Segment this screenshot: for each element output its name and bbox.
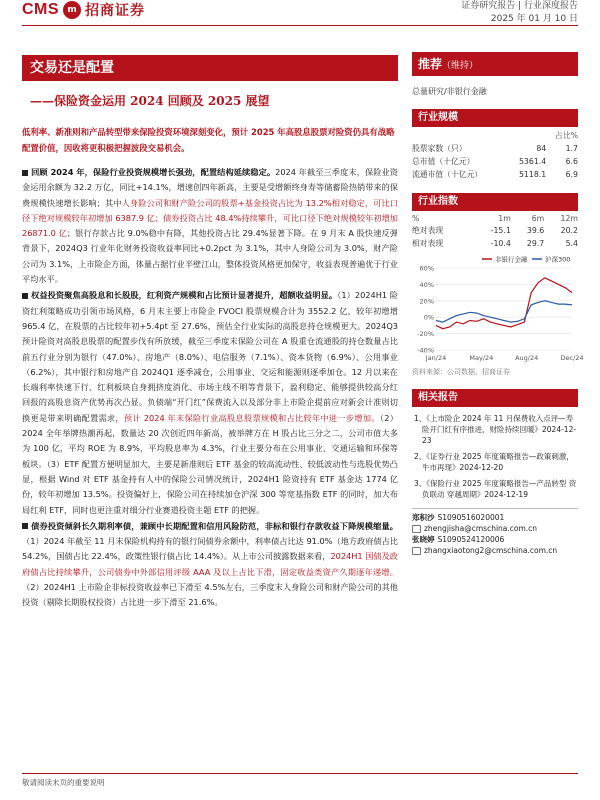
p1-highlight: 人身险公司和财产险公司的股票+基金投资占比为 13.2%相对稳定，可比口径下绝对规模较年初增加 6387.9 亿；债券投资占比 48.4%持续攀升，可比口径下绝对规模较年初增加 26871.0 亿 [22,197,398,239]
chart-ytick-label: 20% [419,297,434,306]
bullet-icon [22,523,28,529]
cms-logo [22,0,145,20]
p2-text-b: （2）2024 全年举牌热潮再起，数量达 20 次创近四年新高，被举牌方在 H 股占比三分之二，公司市值大多为 100 亿，平均 ROE 为 8.9%，平均股息率为 4.3%，行业主要分布在公用事业、交通运输和环保等板块。（3）ETF 配置方便明显加大，主要是新准则后 ETF 基金的较高流动性、较低波动性与选股优势凸显，根据 Wind 对 ETF 基金持有人中的保险公司情况统计，2024H1 险资持有 ETF 基金达 1774 亿份，较年初增加 13.5%。投资偏好上，保险公司在持续加仓沪深 300 等宽基指数 ETF 的同时，加大布局红利 ETF，同时也更注重对细分行业赛道投资主题 ETF 的把握。 [22,412,398,515]
p3-text-b: （2）2024H1 上市险企非标投资收益率已下滑至 4.5%左右，三季度末人身险公司和财产险公司的其他投资（剔除长期股权投资）占比进一步下滑至 21.6%。 [22,582,398,608]
index-value: 5.4 [565,239,578,248]
scale-pct: 6.9 [565,170,578,179]
logo-mark-icon: m [63,1,81,19]
analyst-email-row [412,523,578,534]
rating-sub: （维持） [442,61,479,71]
index-label: 相对表现 [412,239,444,248]
chart-source: 资料来源：公司数据、招商证券 [412,368,510,376]
table-header-row [412,213,578,224]
analyst-id: S1090524120006 [437,535,505,544]
email-icon [412,525,421,533]
index-col: 6m [531,214,545,223]
chart-ytick-label: -40% [417,346,434,355]
paragraph-bonds [22,519,398,611]
index-table [412,213,578,250]
chart-xtick-label: Dec/24 [560,354,584,362]
analyst-email[interactable]: zhangxiaotong2@cmschina.com.cn [424,546,558,555]
page-title: 交易还是配置 [22,55,398,81]
chart-legend-label: 沪深300 [545,255,571,264]
scale-pct: 1.7 [565,144,578,153]
related-section-title: 相关报告 [412,389,578,407]
table-row [412,168,578,181]
related-list [412,413,578,500]
analysts [412,508,578,556]
scale-table [412,129,578,181]
index-value: 20.2 [560,226,578,235]
paragraph-equity [22,288,398,517]
index-col: 1m [498,214,511,223]
logo-cn-text: 招商证券 [85,3,146,19]
scale-value: 5118.1 [518,170,547,179]
logo-cms-text: CMS [22,1,60,18]
chart-ytick-label: 0% [423,313,434,322]
scale-label: 流通市值（十亿元） [412,170,483,179]
sidebar [412,52,584,556]
related-report-link[interactable]: 1、《上市险企 2024 年 11 月保费收入点评—寿险开门红有序推进，财险持续回暖》2024-12-23 [414,414,577,445]
analyst-divider [412,508,578,509]
chart-legend-label: 非银行金融 [495,255,528,264]
related-report-link[interactable]: 3、《保险行业 2025 年度策略报告—产品转型 资负联动 穿越周期》2024-12-19 [414,479,577,499]
bullet-icon [22,293,28,299]
p2-highlight: 预计 2024 年末保险行业高股息股票规模和占比较年中进一步增加。 [123,412,380,423]
header-divider [22,25,578,26]
report-date: 2025 年 01 月 10 日 [490,14,578,24]
analyst-name: 郑积沙 [412,513,435,522]
scale-value: 84 [536,144,547,153]
main-body [22,165,398,612]
p3-heading: 债券投资倾斜长久期利率债，兼顾中长期配置和信用风险防范，非标和银行存款收益下降规模缩量。 [31,520,398,531]
sector-label: 总量研究/非银行金融 [412,87,487,96]
footer [22,773,578,788]
report-meta [461,0,578,26]
index-chart-svg [412,252,584,364]
index-value: 39.6 [526,226,545,235]
analyst-row [412,512,578,523]
paragraph-review [22,165,398,287]
index-value: -15.1 [490,226,511,235]
scale-label: 股票家数（只） [412,144,467,153]
index-col: 12m [560,214,578,223]
related-report-link[interactable]: 2、《证券行业 2025 年度策略报告—政策刺激，牛市再现》2024-12-20 [414,452,574,472]
chart-xtick-label: May/24 [469,354,494,362]
p1-heading: 回顾 2024 年，保险行业投资规模增长强劲，配置结构延续稳定。 [31,167,276,177]
index-section-title: 行业指数 [412,193,578,211]
report-header [0,0,600,30]
index-chart [412,252,584,366]
scale-section-title: 行业规模 [412,109,578,127]
index-value: -10.4 [490,239,511,248]
email-icon [412,547,421,555]
table-row [412,155,578,168]
p3-highlight: 2024H1 国债及政府债占比持续攀升，公司债券中外部信用评级 AAA 及以上占比下滑，固定收益类资产久期逐年递增。 [22,551,398,577]
p1-text-b: ；银行存款占比 9.0%稳中有降，其他投资占比 29.4%显著下降。在 9 月末 A 股快速反弹背景下，2024Q3 行业年化财务投资收益率同比+0.2pct 为 3.1%，其中人身险公司为 3.0%，财产险公司为 3.1%，上市险企方面，体量占据行业半壁江山，整体投资风格更加保守，收益表现普遍优于行业平均水平。 [22,228,398,285]
analyst-email[interactable]: zhengjisha@cmschina.com.cn [424,524,538,533]
chart-series-line [436,301,572,322]
chart-ytick-label: -20% [417,330,434,339]
analyst-name: 张晓婷 [412,535,435,544]
scale-value: 5361.4 [518,157,547,166]
index-value: 29.7 [526,239,545,248]
table-row [412,224,578,237]
scale-label: 总市值（十亿元） [412,157,475,166]
table-row [412,237,578,250]
page-subtitle: ——保险资金运用 2024 回顾及 2025 展望 [30,94,270,108]
p3-text-a: （1）2024 年截至 11 月末保险机构持有的银行间债券余额中，利率债占比达 91.0%（地方政府债占比 54.2%，国债占比 22.4%，政策性银行债占比 14.4%）。从上市公司披露数据来看， [22,536,398,562]
scale-unit: 占比% [554,131,578,140]
chart-xtick-label: Jan/24 [425,354,447,362]
index-label: 绝对表现 [412,226,444,235]
footer-disclaimer: 敬请阅读末页的重要说明 [22,778,105,787]
index-col: % [412,214,420,223]
chart-ytick-label: 60% [419,264,434,273]
p2-heading: 权益投资聚焦高股息和长股股，红利资产规模和占比预计显著提升，超额收益明显。 [31,290,338,301]
analyst-email-row [412,545,578,556]
abstract: 低利率、新准则和产品转型带来保险投资环境深刻变化，预计 2025 年高股息股票对险资仍具有战略配置价值，因收将更积极把握波段交易机会。 [22,127,395,153]
report-type: 证券研究报告 | 行业深度报告 [461,1,578,11]
analyst-id: S1090516020001 [437,513,505,522]
table-row [412,142,578,155]
scale-pct: 6.6 [565,157,578,166]
chart-xtick-label: Aug/24 [515,354,539,362]
rating-box [412,52,578,76]
analyst-row [412,534,578,545]
p2-text-a: （1）2024H1 险资红利策略成功引领市场风格，6 月末主要上市险企 FVOCI 股票规模合计为 3552.2 亿，较年初增增 965.4 亿，在股票的占比较年初+5.4pt 至 27.6%，预估全行业实际的高股息持仓规模更大。2024Q3 预计险资对高股息股票的配置步伐有所放缓，截至三季度末保险公司在 A 股重仓流通股的持仓数量占比前五行业分别为银行（47.0%）、房地产（8.0%）、电信服务（7.1%）、资本货物（6.9%）、公用事业（6.2%），其中银行和房地产自 2024Q1 逐季减仓，公用事业、交运和能源则逐季加仓。12 月以来在长端利率快速下行、红利板块自身拥挤度消化、市场主线不明等背景下，盈利稳定、能够提供较高分红回报的高股息资产优势再次凸显。负债端“开门红”保费流入以及部分非上市险企提前应对新会计准则切换更是带来明确配置需求， [22,290,398,423]
chart-ytick-label: 40% [419,280,434,289]
p1-text-a: 2024 年截至三季度末，保险业资金运用余额为 32.2 万亿，同比+14.1%，增速创四年新高，主要是受增额终身寿等储蓄险热销带来的保费规模快速增长影响；其中 [22,167,398,208]
bullet-icon [22,170,28,176]
rating-label: 推荐 [418,57,443,71]
